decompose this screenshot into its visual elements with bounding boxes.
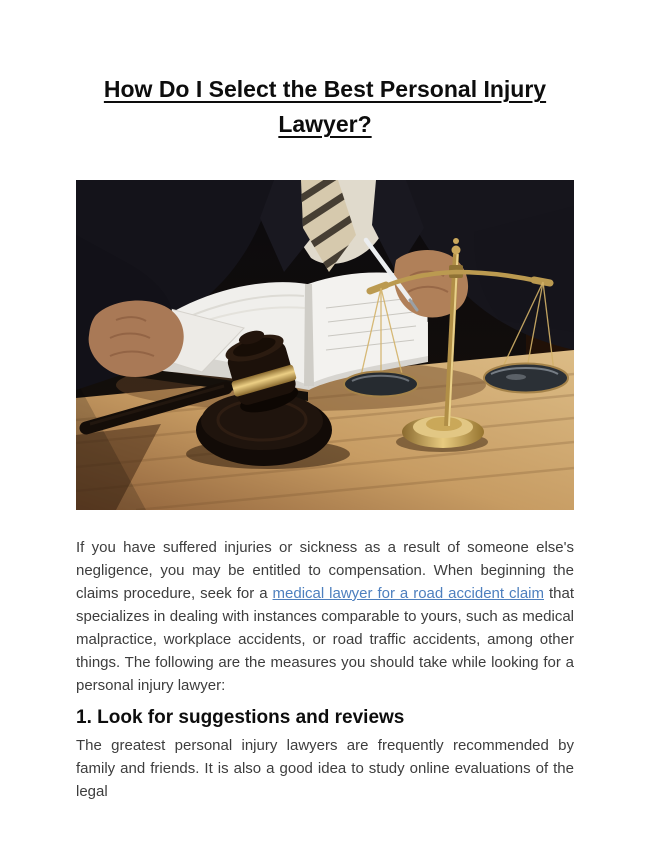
hero-image-illustration xyxy=(76,180,574,510)
section-1-heading: 1. Look for suggestions and reviews xyxy=(76,707,405,728)
intro-paragraph xyxy=(76,536,574,697)
hero-image xyxy=(76,180,574,510)
intro-text-before-link: If you have suffered injuries or sickness as a result of someone else's negligence, you may be entitled to compensation. When beginning the claims procedure, seek for a xyxy=(76,539,574,602)
intro-text-after-link: that specializes in dealing with instances comparable to yours, such as medical malpractice, workplace accidents, or road traffic accidents, among other things. The following are the measures you should take while looking for a personal injury lawyer: xyxy=(76,585,574,694)
medical-lawyer-link[interactable]: medical lawyer for a road accident claim xyxy=(272,585,545,602)
section-1-paragraph: The greatest personal injury lawyers are frequently recommended by family and friends. It is also a good idea to study online evaluations of the legal xyxy=(76,737,574,800)
article-title: How Do I Select the Best Personal Injury Lawyer? xyxy=(103,76,547,137)
